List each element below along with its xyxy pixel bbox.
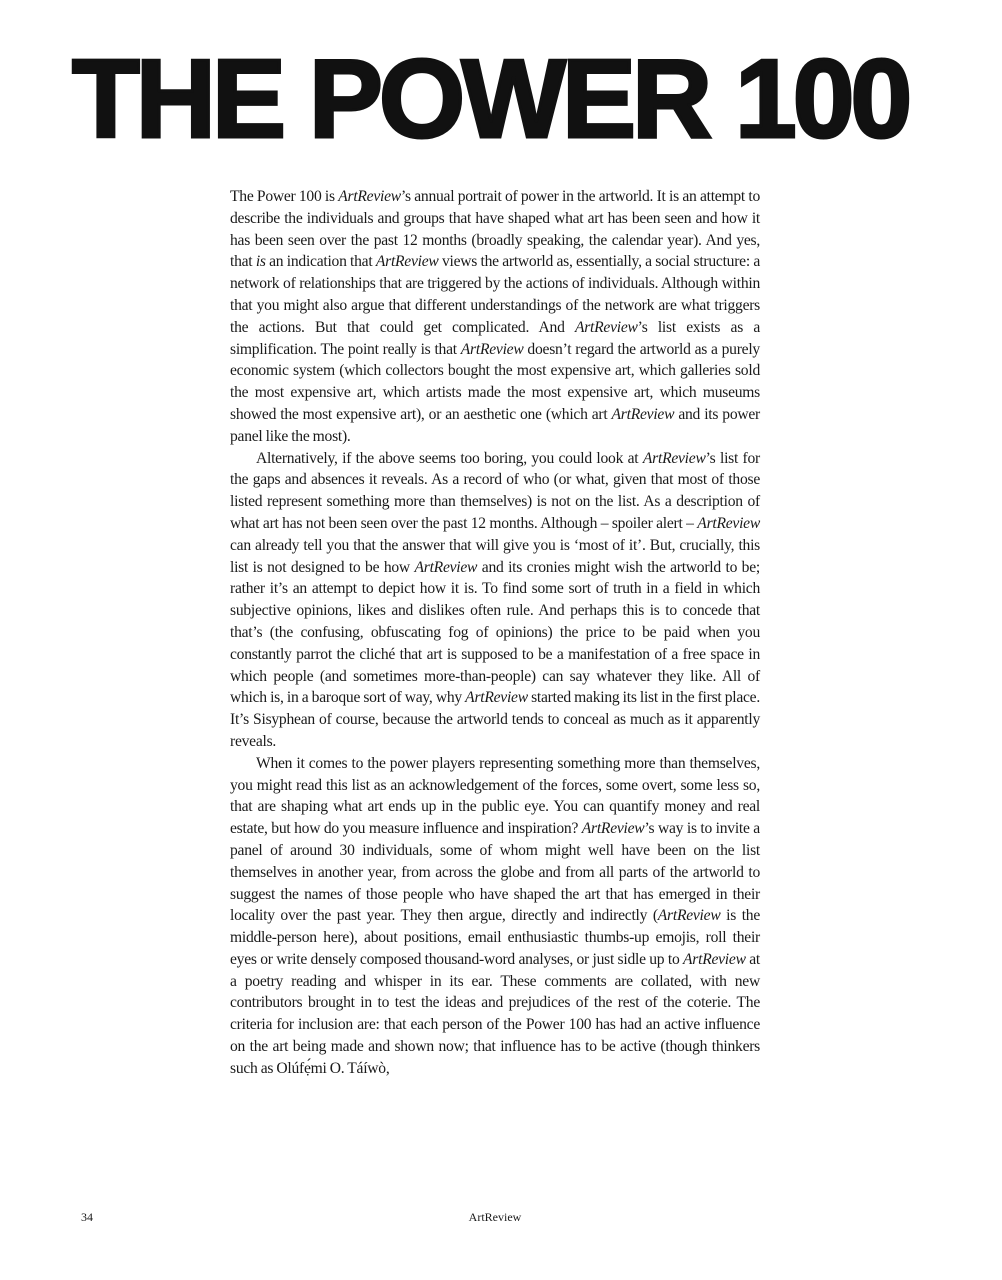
article-paragraph: [230, 186, 760, 448]
italic-text: ArtReview: [375, 253, 439, 271]
italic-text: ArtReview: [465, 689, 528, 707]
italic-text: ArtReview: [683, 950, 746, 968]
article-body: [230, 186, 760, 1080]
running-footer: ArtReview: [468, 1210, 522, 1224]
paragraph-text: started making its list in the first place. It’s Sisyphean of course, because the artworld tends to conceal as much as it apparently reveals.: [230, 689, 760, 750]
paragraph-text: ’s way is to invite a panel of around 30 individuals, some of whom might well have been on the list themselves in another year, from across the globe and from all parts of the artworld to suggest the names of those people who have shaped the art that has emerged in their locality over the past year. They then argue, directly and indirectly (: [230, 820, 760, 925]
article-paragraph: [230, 753, 760, 1080]
paragraph-text: is the middle-person here), about positions, email enthusiastic thumbs-up emojis, roll their eyes or write densely composed thousand-word analyses, or just sidle up to: [230, 907, 760, 968]
italic-text: ArtReview: [697, 514, 760, 532]
page-number: 34: [81, 1210, 93, 1224]
paragraph-text: and its power panel like the most).: [230, 405, 760, 445]
paragraph-text: and its cronies might wish the artworld to be; rather it’s an attempt to depict how it is. To find some sort of truth in a field in which subjective opinions, likes and dislikes often rule. And perhaps this is to concede that that’s (the confusing, obfuscating fog of opinions) the price to be paid when you constantly parrot the cliché that art is supposed to be a manifestation of a free space in which people (and sometimes more-than-people) can say whatever they like. All of which is, in a baroque sort of way, why: [230, 558, 760, 707]
italic-text: ArtReview: [642, 449, 706, 467]
italic-text: is: [255, 253, 266, 271]
paragraph-text: ’s list exists as a simplification. The point really is that: [230, 318, 760, 358]
paragraph-text: can already tell you that the answer that will give you is ‘most of it’. But, crucially, this list is not designed to be how: [230, 536, 760, 576]
paragraph-text: The Power 100 is: [230, 188, 339, 205]
page-title: THE POWER 100: [72, 37, 909, 161]
italic-text: ArtReview: [338, 188, 401, 205]
italic-text: ArtReview: [611, 405, 675, 423]
paragraph-text: at a poetry reading and whisper in its ear. These comments are collated, with new contributors brought in to test the ideas and prejudices of the rest of the coterie. The criteria for inclusion are: that each person of the Power 100 has had an active influence on the art being made and shown now; that influence has to be active (though thinkers such as Olúfẹ́mi O. Táíwò,: [230, 950, 760, 1077]
italic-text: ArtReview: [581, 820, 645, 838]
paragraph-text: an indication that: [265, 253, 376, 271]
paragraph-text: ’s annual portrait of power in the artworld. It is an attempt to describe the individuals and groups that have shaped what art has been seen and how it has been seen over the past 12 months (broadly speaking, the calendar year). And yes, that: [230, 188, 760, 271]
paragraph-text: Alternatively, if the above seems too boring, you could look at: [256, 449, 643, 467]
article-paragraph: [230, 448, 760, 753]
paragraph-text: When it comes to the power players representing something more than themselves, you might read this list as an acknowledgement of the forces, some overt, some less so, that are shaping what art ends up in the public eye. You can quantify money and real estate, but how do you measure influence and inspiration?: [230, 754, 760, 838]
paragraph-text: ’s list for the gaps and absences it reveals. As a record of who (or what, given that most of those listed represent something more than themselves) is not on the list. As a description of what art has not been seen over the past 12 months. Although – spoiler alert –: [230, 449, 760, 532]
paragraph-text: views the artworld as, essentially, a social structure: a network of relationships that are triggered by the actions of individuals. Although within that you might also argue that different understandings of the network are what triggers the actions. But that could get complicated. And: [230, 253, 760, 336]
italic-text: ArtReview: [460, 340, 524, 358]
paragraph-text: doesn’t regard the artworld as a purely economic system (which collectors bought the most expensive art, which galleries sold the most expensive art, which artists made the most expensive art, which museums showed the most expensive art), or an aesthetic one (which art: [230, 340, 760, 423]
italic-text: ArtReview: [414, 558, 478, 576]
italic-text: ArtReview: [657, 907, 721, 925]
italic-text: ArtReview: [574, 318, 638, 336]
